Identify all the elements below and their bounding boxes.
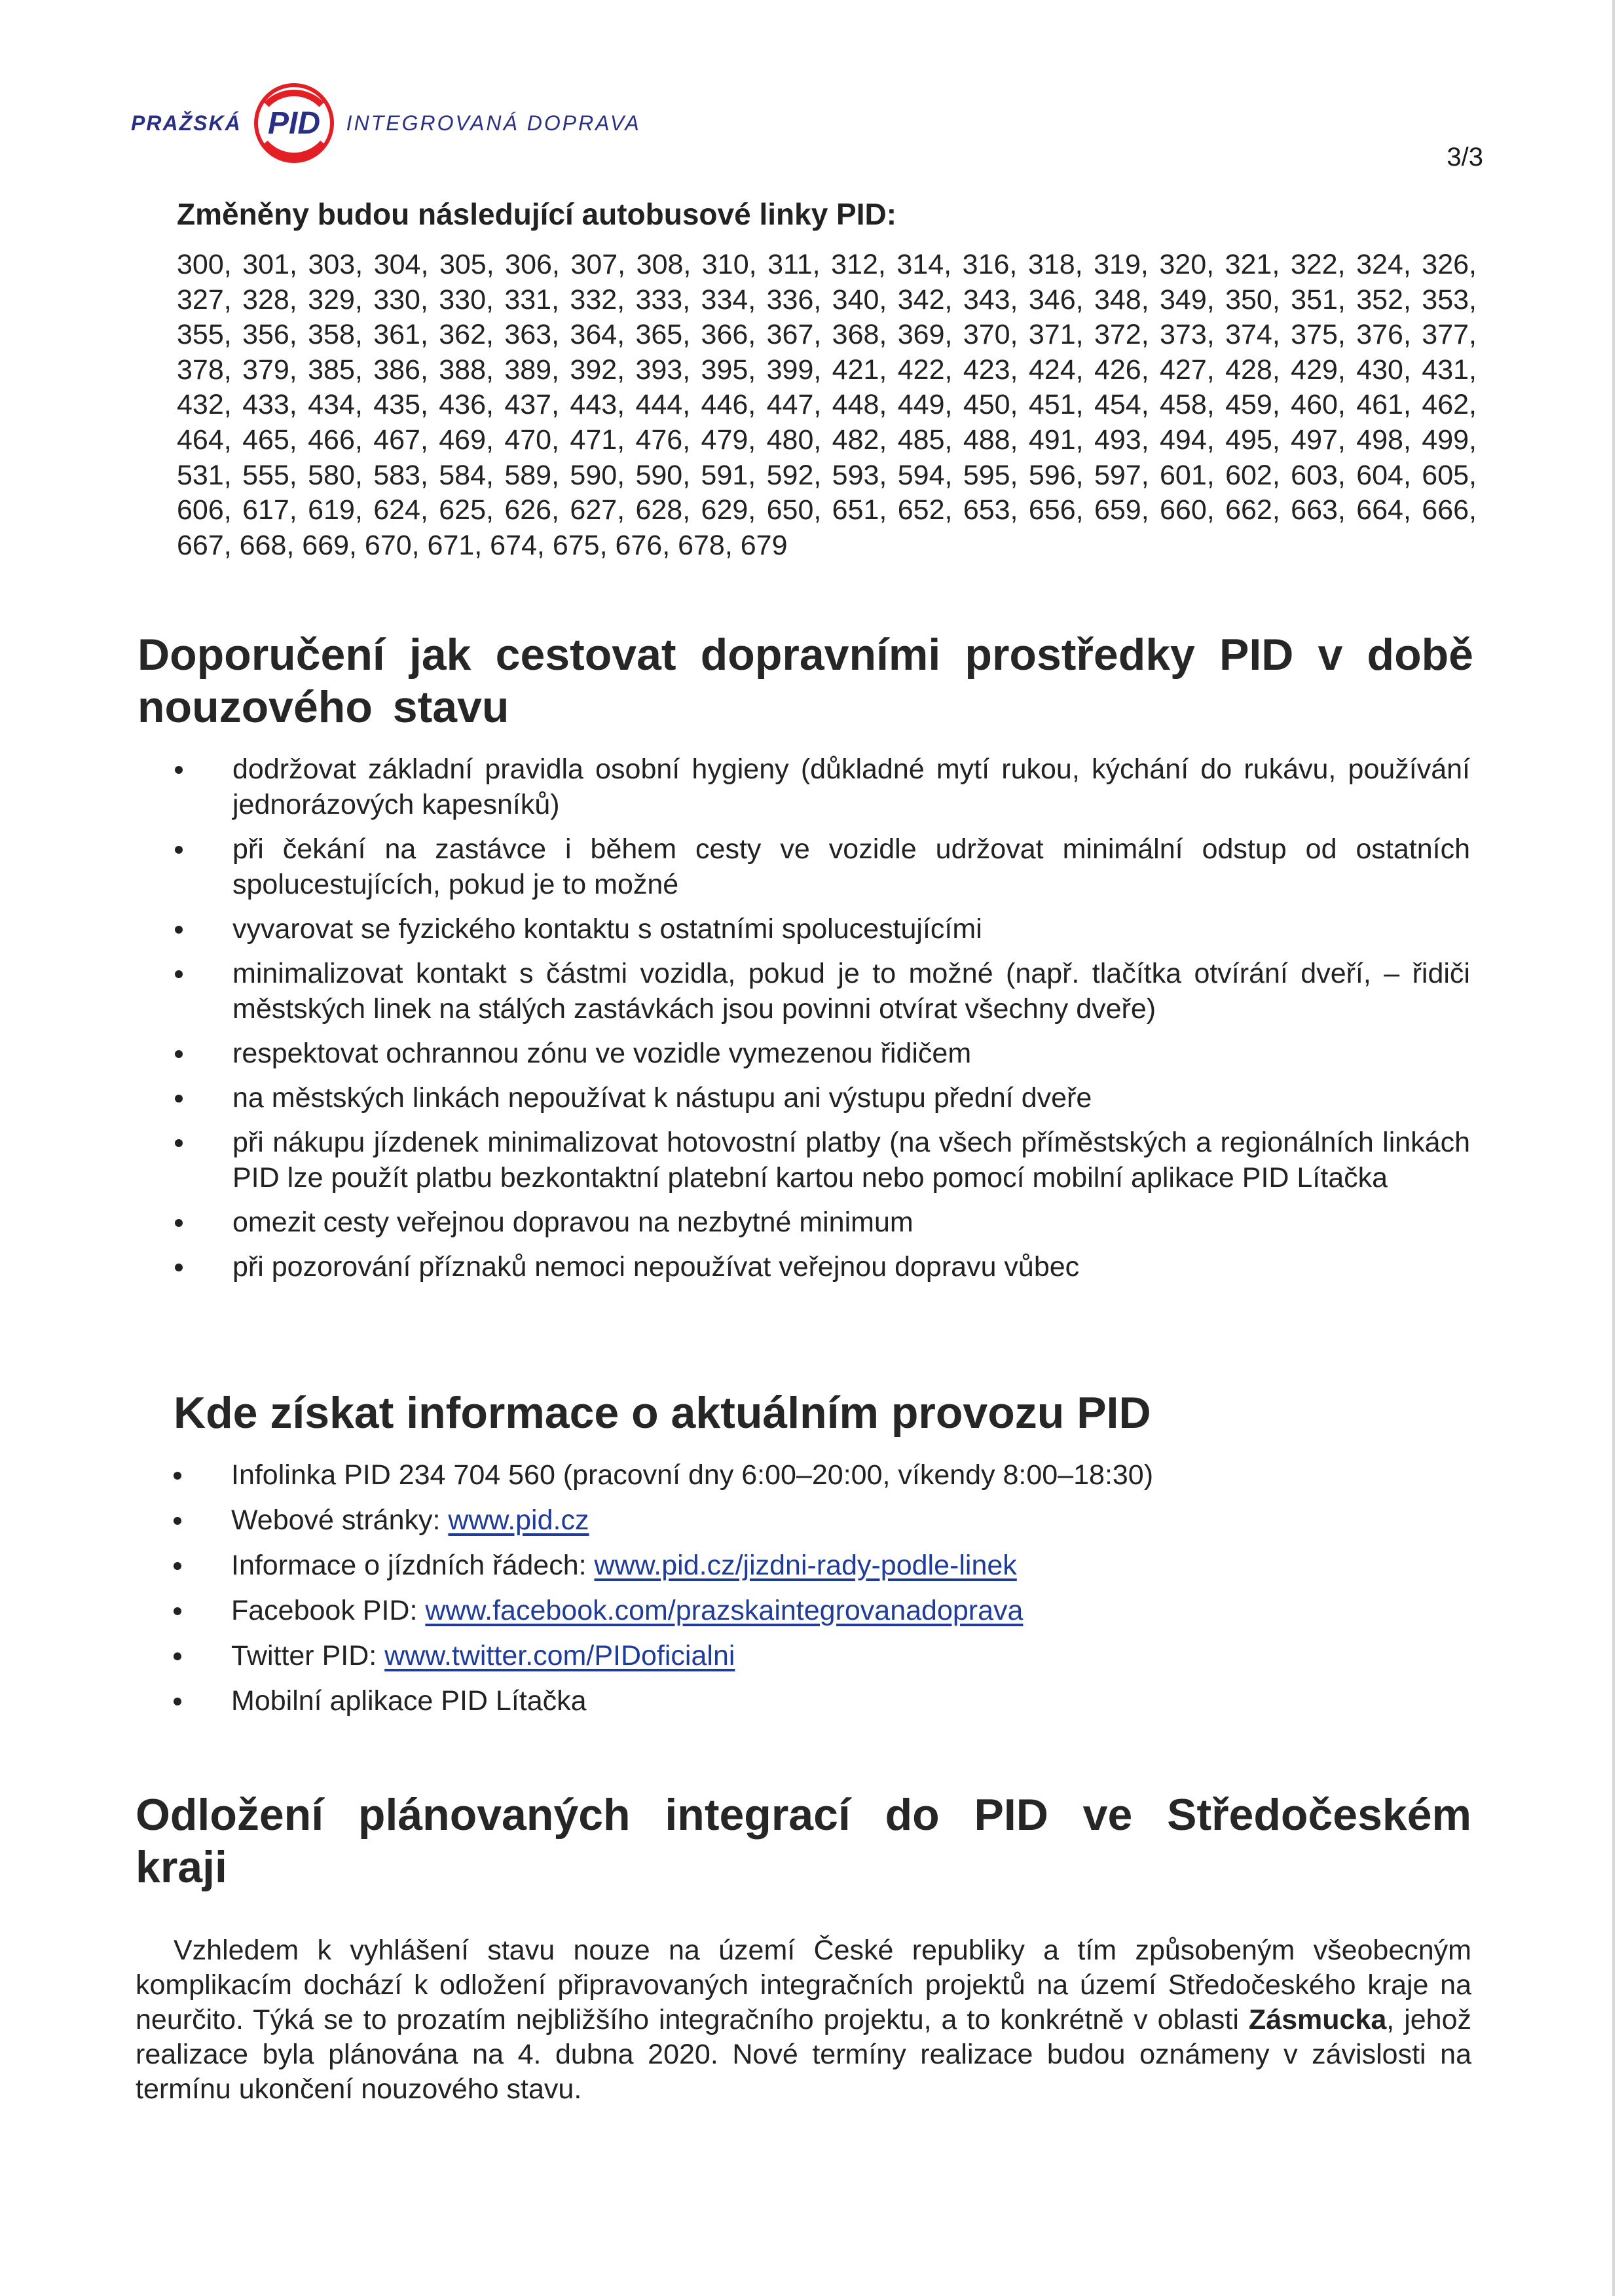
info-list xyxy=(231,1457,1462,1728)
list-item: dodržovat základní pravidla osobní hygieny (důkladné mytí rukou, kýchání do rukávu, používání jednorázových kapesníků) xyxy=(232,752,1470,822)
logo-right-text: INTEGROVANÁ DOPRAVA xyxy=(346,111,641,135)
bullet-icon xyxy=(174,1698,181,1705)
bullet-icon xyxy=(175,926,183,934)
website-link[interactable]: www.pid.cz xyxy=(448,1504,589,1536)
bullet-icon xyxy=(175,970,183,978)
bold-location: Zásmucka xyxy=(1248,2004,1387,2035)
info-item-facebook: Facebook PID: www.facebook.com/prazskaintegrovanadoprava xyxy=(231,1593,1462,1628)
pid-logo-icon xyxy=(248,77,340,169)
info-item-website: Webové stránky: www.pid.cz xyxy=(231,1503,1462,1538)
info-heading: Kde získat informace o aktuálním provozu PID xyxy=(174,1388,1151,1438)
facebook-link[interactable]: www.facebook.com/prazskaintegrovanadoprava xyxy=(425,1595,1024,1626)
bullet-icon xyxy=(175,1264,183,1271)
bullet-icon xyxy=(175,766,183,774)
bullet-icon xyxy=(175,1139,183,1147)
bullet-icon xyxy=(174,1607,181,1615)
list-item: při čekání na zastávce i během cesty ve vozidle udržovat minimální odstup od ostatních spolucestujících, pokud je to možné xyxy=(232,831,1470,902)
recommendations-heading: Doporučení jak cestovat dopravními prostředky PID v době nouzového stavu xyxy=(138,630,1473,732)
list-item: omezit cesty veřejnou dopravou na nezbytné minimum xyxy=(232,1205,1470,1240)
list-item: respektovat ochrannou zónu ve vozidle vymezenou řidičem xyxy=(232,1036,1470,1071)
info-item-app: Mobilní aplikace PID Lítačka xyxy=(231,1683,1462,1719)
twitter-link[interactable]: www.twitter.com/PIDoficialni xyxy=(384,1640,735,1671)
list-item: minimalizovat kontakt s částmi vozidla, pokud je to možné (např. tlačítka otvírání dveří, – řidiči městských linek na stálých zastávkách jsou povinni otvírat všechny dveře) xyxy=(232,956,1470,1027)
bullet-icon xyxy=(174,1652,181,1660)
list-item: vyvarovat se fyzického kontaktu s ostatními spolucestujícími xyxy=(232,911,1470,947)
recommendations-list xyxy=(232,752,1470,1294)
bullet-icon xyxy=(174,1517,181,1525)
postponement-paragraph: Vzhledem k vyhlášení stavu nouze na území České republiky a tím způsobeným všeobecným komplikacím dochází k odložení připravovaných integračních projektů na území Středočeského kraje na neurčito. Týká se to prozatím nejbližšího integračního projektu, a to konkrétně v oblasti Zásmucka, jehož realizace byla plánována na 4. dubna 2020. Nové termíny realizace budou oznámeny v závislosti na termínu ukončení nouzového stavu. xyxy=(136,1935,1471,2105)
list-item: při pozorování příznaků nemoci nepoužívat veřejnou dopravu vůbec xyxy=(232,1249,1470,1285)
info-item-twitter: Twitter PID: www.twitter.com/PIDoficialni xyxy=(231,1638,1462,1673)
bullet-icon xyxy=(175,1219,183,1227)
timetables-link[interactable]: www.pid.cz/jizdni-rady-podle-linek xyxy=(594,1550,1017,1581)
bus-lines-heading: Změněny budou následující autobusové linky PID: xyxy=(177,197,897,231)
logo-mark-text: PID xyxy=(267,106,320,141)
bullet-icon xyxy=(175,1095,183,1102)
bus-lines-list: 300, 301, 303, 304, 305, 306, 307, 308, 310, 311, 312, 314, 316, 318, 319, 320, 321, 322, 324, 326, 327, 328, 329, 330, 330, 331, 332, 333, 334, 336, 340, 342, 343, 346, 348, 349, 350, 351, 352, 353, 355, 356, 358, 361, 362, 363, 364, 365, 366, 367, 368, 369, 370, 371, 372, 373, 374, 375, 376, 377, 378, 379, 385, 386, 388, 389, 392, 393, 395, 399, 421, 422, 423, 424, 426, 427, 428, 429, 430, 431, 432, 433, 434, 435, 436, 437, 443, 444, 446, 447, 448, 449, 450, 451, 454, 458, 459, 460, 461, 462, 464, 465, 466, 467, 469, 470, 471, 476, 479, 480, 482, 485, 488, 491, 493, 494, 495, 497, 498, 499, 531, 555, 580, 583, 584, 589, 590, 590, 591, 592, 593, 594, 595, 596, 597, 601, 602, 603, 604, 605, 606, 617, 619, 624, 625, 626, 627, 628, 629, 650, 651, 652, 653, 656, 659, 660, 662, 663, 664, 666, 667, 668, 669, 670, 671, 674, 675, 676, 678, 679 xyxy=(177,249,1477,561)
logo-left-text: PRAŽSKÁ xyxy=(131,111,242,135)
bullet-icon xyxy=(174,1472,181,1480)
pid-logo xyxy=(131,77,641,169)
bullet-icon xyxy=(174,1562,181,1570)
bullet-icon xyxy=(175,846,183,854)
list-item: při nákupu jízdenek minimalizovat hotovostní platby (na všech příměstských a regionálních linkách PID lze použít platbu bezkontaktní platební kartou nebo pomocí mobilní aplikace PID Lítačka xyxy=(232,1125,1470,1195)
page-number: 3/3 xyxy=(1447,143,1483,172)
info-item-timetables: Informace o jízdních řádech: www.pid.cz/jizdni-rady-podle-linek xyxy=(231,1548,1462,1583)
info-item-hotline: Infolinka PID 234 704 560 (pracovní dny 6:00–20:00, víkendy 8:00–18:30) xyxy=(231,1457,1462,1493)
bullet-icon xyxy=(175,1050,183,1058)
postponement-heading: Odložení plánovaných integrací do PID ve Středočeském kraji xyxy=(136,1790,1471,1892)
scan-edge-line xyxy=(1612,0,1615,2296)
list-item: na městských linkách nepoužívat k nástupu ani výstupu přední dveře xyxy=(232,1080,1470,1116)
